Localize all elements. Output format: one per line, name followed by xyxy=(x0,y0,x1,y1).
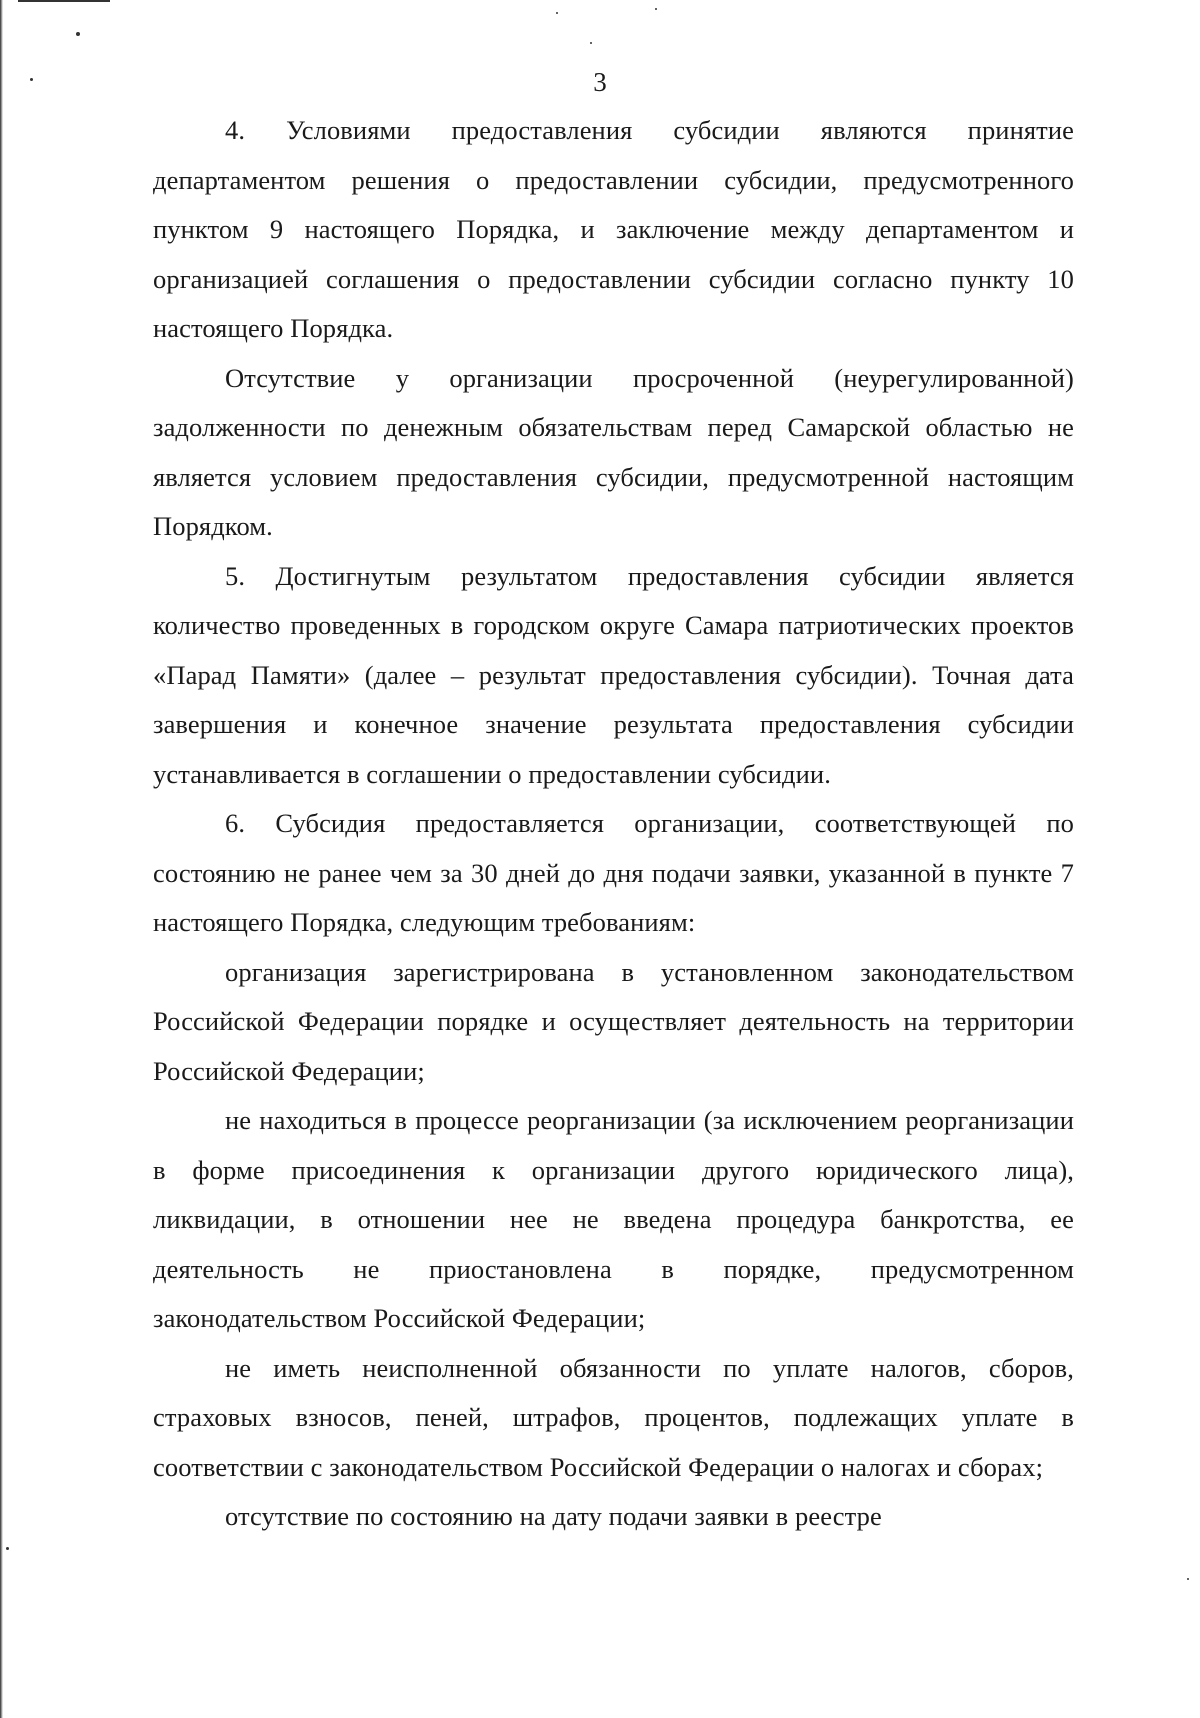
scan-speck xyxy=(1187,1578,1189,1580)
paragraph: Отсутствие у организации просроченной (неурегулированной) задолженности по денежным обязательствам перед Самарской областью не является условием предоставления субсидии, предусмотренной настоящим Порядком. xyxy=(153,362,1074,541)
scan-speck xyxy=(76,32,80,36)
document-body xyxy=(153,106,1074,1542)
scan-speck xyxy=(590,42,592,44)
scan-left-edge xyxy=(0,0,3,1718)
scan-speck xyxy=(6,1547,9,1550)
scan-speck xyxy=(655,8,657,10)
page-number: 3 xyxy=(593,67,607,97)
paragraph: не иметь неисполненной обязанности по уплате налогов, сборов, страховых взносов, пеней, штрафов, процентов, подлежащих уплате в соответствии с законодательством Российской Федерации о налогах и сборах; xyxy=(153,1352,1074,1482)
paragraph: не находиться в процессе реорганизации (за исключением реорганизации в форме присоединения к организации другого юридического лица), ликвидации, в отношении нее не введена процедура банкротства, ее деятельность не приостановлена в порядке, предусмотренном законодательством Российской Федерации; xyxy=(153,1105,1074,1333)
paragraph: 4. Условиями предоставления субсидии являются принятие департаментом решения о предоставлении субсидии, предусмотренного пунктом 9 настоящего Порядка, и заключение между департаментом и организацией соглашения о предоставлении субсидии согласно пункту 10 настоящего Порядка. xyxy=(153,115,1074,343)
paragraph: отсутствие по состоянию на дату подачи заявки в реестре xyxy=(225,1501,882,1531)
paragraph: организация зарегистрирована в установленном законодательством Российской Федерации порядке и осуществляет деятельность на территории Российской Федерации; xyxy=(153,956,1074,1086)
scan-speck xyxy=(556,12,558,14)
paragraph: 6. Субсидия предоставляется организации, соответствующей по состоянию не ранее чем за 30 дней до дня подачи заявки, указанной в пункте 7 настоящего Порядка, следующим требованиям: xyxy=(153,808,1074,937)
paragraph: 5. Достигнутым результатом предоставления субсидии является количество проведенных в городском округе Самара патриотических проектов «Парад Памяти» (далее – результат предоставления субсидии). Точная дата завершения и конечное значение результата предоставления субсидии устанавливается в соглашении о предоставлении субсидии. xyxy=(153,560,1074,789)
scan-top-mark xyxy=(18,0,110,2)
